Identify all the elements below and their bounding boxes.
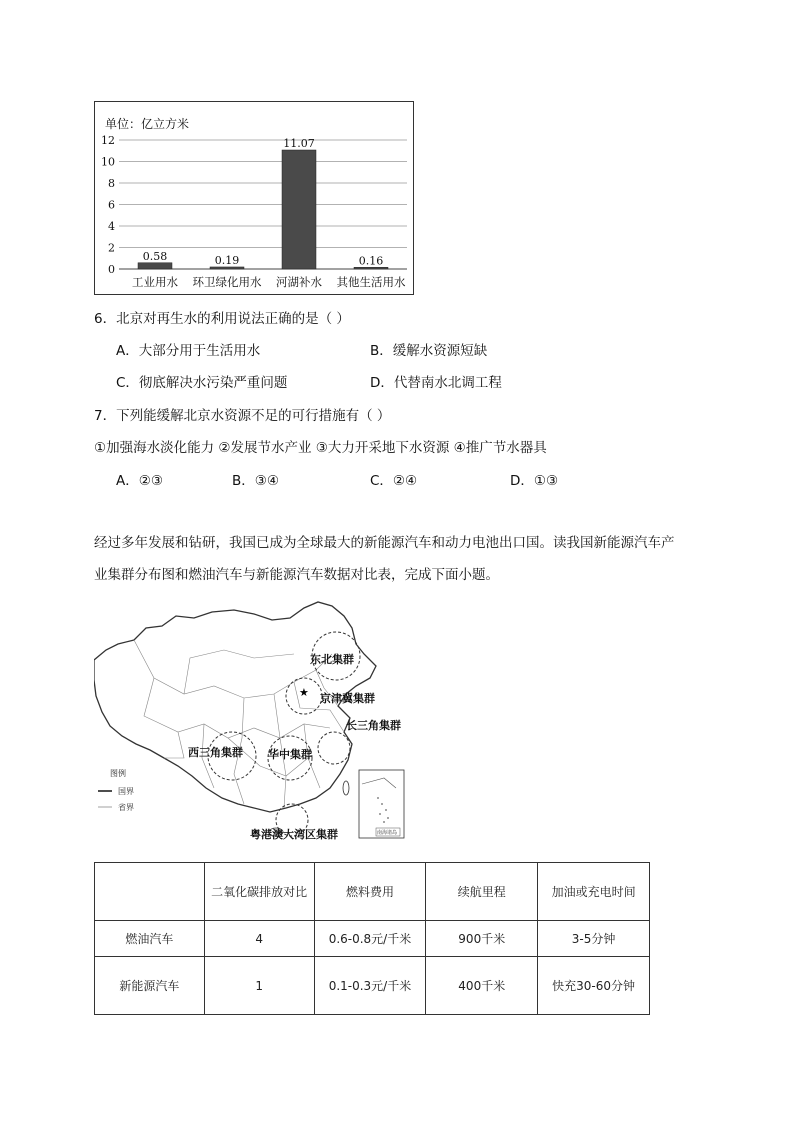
bar-data-label: 0.58 bbox=[142, 249, 168, 263]
x-category-label: 河湖补水 bbox=[276, 275, 322, 289]
table-header-cell: 续航里程 bbox=[426, 863, 538, 921]
table-row bbox=[95, 921, 650, 957]
y-tick-label: 6 bbox=[108, 198, 115, 212]
intro-line-2: 业集群分布图和燃油汽车与新能源汽车数据对比表，完成下面小题。 bbox=[94, 567, 499, 583]
label-central-cluster: 华中集群 bbox=[268, 748, 312, 761]
table-cell: 燃油汽车 bbox=[95, 921, 205, 957]
y-tick-label: 2 bbox=[108, 241, 115, 255]
label-yangtze-cluster: 长三角集群 bbox=[346, 719, 401, 732]
bar-data-label: 11.07 bbox=[283, 136, 315, 150]
q7-stem: 7．下列能缓解北京水资源不足的可行措施有（ ） bbox=[94, 408, 391, 424]
south-china-sea-inset bbox=[359, 770, 404, 838]
table-cell: 0.1-0.3元/千米 bbox=[314, 957, 426, 1015]
table-header-cell bbox=[95, 863, 205, 921]
x-category-label: 环卫绿化用水 bbox=[192, 275, 262, 289]
table-header-cell: 燃料费用 bbox=[314, 863, 426, 921]
q6-option-a[interactable]: A．大部分用于生活用水 bbox=[116, 343, 261, 359]
table-cell: 新能源汽车 bbox=[95, 957, 205, 1015]
y-tick-label: 0 bbox=[108, 263, 115, 276]
chart-canvas bbox=[95, 102, 413, 294]
taiwan-island bbox=[343, 781, 349, 795]
table-cell: 0.6-0.8元/千米 bbox=[314, 921, 426, 957]
y-tick-label: 12 bbox=[101, 134, 115, 147]
q6-option-d[interactable]: D．代替南水北调工程 bbox=[370, 375, 502, 391]
table-cell: 3-5分钟 bbox=[538, 921, 650, 957]
q7-option-b[interactable]: B．③④ bbox=[232, 473, 279, 489]
q7-items: ①加强海水淡化能力 ②发展节水产业 ③大力开采地下水资源 ④推广节水器具 bbox=[94, 440, 547, 456]
q7-option-a[interactable]: A．②③ bbox=[116, 473, 163, 489]
fuel-vs-ev-table bbox=[94, 862, 650, 1015]
table-cell: 快充30-60分钟 bbox=[538, 957, 650, 1015]
bar-data-label: 0.19 bbox=[214, 253, 240, 267]
capital-star-icon: ★ bbox=[299, 686, 309, 699]
q7-option-d[interactable]: D．①③ bbox=[510, 473, 559, 489]
bar-data-label: 0.16 bbox=[358, 254, 384, 268]
q6-stem: 6．北京对再生水的利用说法正确的是（ ） bbox=[94, 311, 350, 327]
table-cell: 1 bbox=[204, 957, 314, 1015]
chart-unit-label: 单位：亿立方米 bbox=[105, 117, 190, 131]
map-legend bbox=[98, 768, 134, 812]
ev-cluster-map bbox=[94, 598, 414, 846]
legend-title: 图例 bbox=[110, 769, 126, 778]
table-cell: 900千米 bbox=[426, 921, 538, 957]
table-cell: 400千米 bbox=[426, 957, 538, 1015]
table-header-cell: 二氧化碳排放对比 bbox=[204, 863, 314, 921]
label-jingjinji-cluster: 京津冀集群 bbox=[320, 692, 375, 705]
table-row bbox=[95, 957, 650, 1015]
water-use-bar-chart bbox=[94, 101, 414, 295]
legend-provincial-border: 省界 bbox=[118, 803, 134, 812]
table-header-cell: 加油或充电时间 bbox=[538, 863, 650, 921]
intro-line-1: 经过多年发展和钻研，我国已成为全球最大的新能源汽车和动力电池出口国。读我国新能源汽车产 bbox=[94, 535, 675, 551]
q7-option-c[interactable]: C．②④ bbox=[370, 473, 418, 489]
legend-national-border: 国界 bbox=[118, 787, 134, 796]
label-gba-cluster: 粤港澳大湾区集群 bbox=[250, 828, 338, 841]
label-northeast-cluster: 东北集群 bbox=[310, 653, 354, 666]
label-west-triangle-cluster: 西三角集群 bbox=[188, 746, 243, 759]
bar bbox=[210, 267, 244, 269]
x-category-label: 工业用水 bbox=[132, 275, 178, 289]
bar bbox=[354, 267, 388, 269]
table-header-row bbox=[95, 863, 650, 921]
y-tick-label: 10 bbox=[101, 155, 115, 169]
inset-label: 南海诸岛 bbox=[377, 830, 398, 836]
y-tick-label: 8 bbox=[108, 177, 115, 190]
x-category-label: 其他生活用水 bbox=[336, 275, 406, 289]
bar bbox=[282, 150, 316, 269]
q6-option-b[interactable]: B．缓解水资源短缺 bbox=[370, 343, 488, 359]
table-cell: 4 bbox=[204, 921, 314, 957]
q6-option-c[interactable]: C．彻底解决水污染严重问题 bbox=[116, 375, 288, 391]
china-outline bbox=[94, 602, 376, 812]
y-tick-label: 4 bbox=[108, 220, 115, 233]
bar bbox=[138, 263, 172, 269]
